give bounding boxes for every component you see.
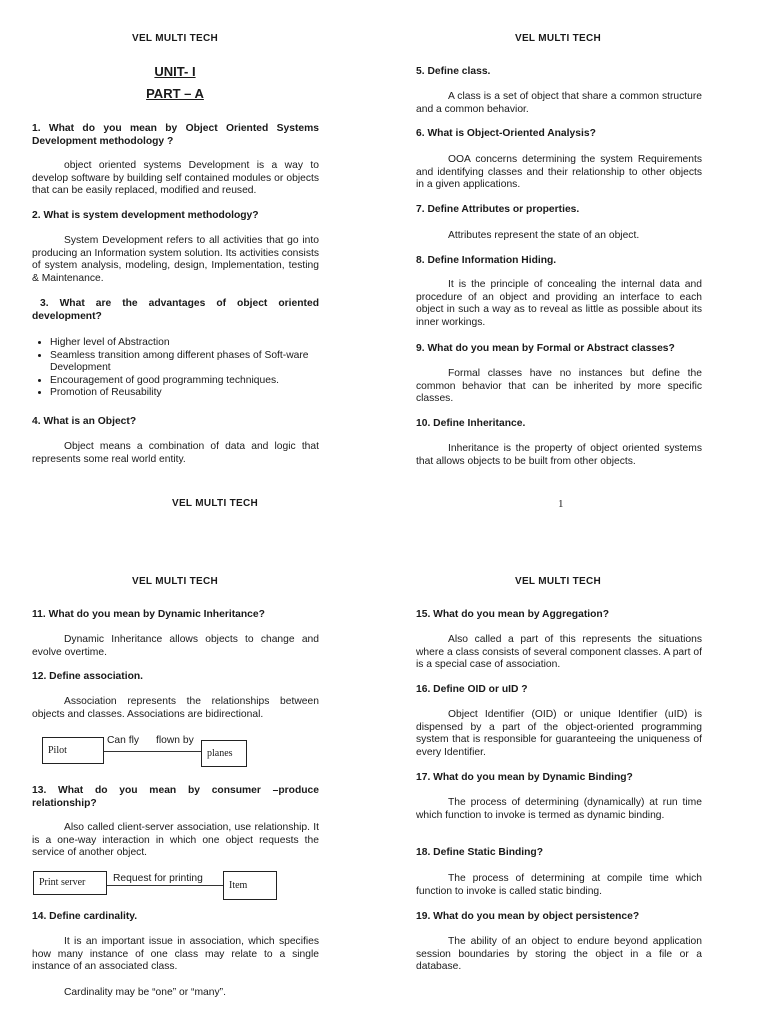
- question-8: 8. Define Information Hiding.: [416, 255, 557, 266]
- answer-13: Also called client-server association, use relationship. It is a one-way interaction in which one object requests the service of another object.: [32, 822, 319, 859]
- page-number: 1: [558, 498, 564, 510]
- answer-19: The ability of an object to endure beyond application session boundaries by storing the object in a file or a database.: [416, 936, 702, 973]
- question-18: 18. Define Static Binding?: [416, 847, 544, 858]
- association-label-can-fly: Can fly: [107, 735, 140, 746]
- question-13: 13. What do you mean by consumer –produce relationship?: [32, 785, 319, 809]
- page-header: VEL MULTI TECH: [514, 33, 602, 44]
- answer-17: The process of determining (dynamically) at run time which function to invoke is termed as dynamic binding.: [416, 797, 702, 821]
- question-12: 12. Define association.: [32, 671, 144, 682]
- question-15: 15. What do you mean by Aggregation?: [416, 609, 609, 620]
- question-11: 11. What do you mean by Dynamic Inheritance?: [32, 609, 265, 620]
- question-19: 19. What do you mean by object persistence?: [416, 911, 640, 922]
- question-1: 1. What do you mean by Object Oriented Systems Development methodology ?: [32, 123, 319, 147]
- page-header: VEL MULTI TECH: [514, 576, 602, 587]
- unit-title: UNIT- I: [154, 64, 196, 79]
- list-item: • Higher level of Abstraction: [50, 337, 334, 350]
- question-17: 17. What do you mean by Dynamic Binding?: [416, 772, 633, 783]
- answer-6: OOA concerns determining the system Requirements and identifying classes and their relationship to other objects in a given applications.: [416, 154, 702, 191]
- question-5: 5. Define class.: [416, 66, 491, 77]
- question-2: 2. What is system development methodology?: [32, 210, 259, 221]
- answer-2: System Development refers to all activities that go into producing an Information system solution. Its activities consists of system analysis, modeling, design, Implementation, testing & Maintenance.: [32, 235, 319, 284]
- list-item: • Promotion of Reusability: [50, 387, 334, 400]
- answer-18: The process of determining at compile time which function to invoke is called static binding.: [416, 873, 702, 897]
- answer-11: Dynamic Inheritance allows objects to change and evolve overtime.: [32, 634, 319, 658]
- question-14: 14. Define cardinality.: [32, 911, 138, 922]
- answer-14-note: Cardinality may be “one” or “many”.: [64, 987, 226, 998]
- question-3: 3. What are the advantages of object oriented development?: [32, 298, 319, 322]
- question-7: 7. Define Attributes or properties.: [416, 204, 580, 215]
- answer-4: Object means a combination of data and logic that represents some real world entity.: [32, 441, 319, 465]
- answer-14: It is an important issue in association, which specifies how many instance of one class may relate to a single instance of an associated class.: [32, 936, 319, 973]
- question-4: 4. What is an Object?: [32, 416, 137, 427]
- page-footer: VEL MULTI TECH: [171, 498, 259, 509]
- list-item: • Encouragement of good programming techniques.: [50, 375, 334, 388]
- answer-16: Object Identifier (OID) or unique Identifier (uID) is dispensed by a part of the object-oriented programming system that is responsible for guaranteeing the uniqueness of every Identifier.: [416, 709, 702, 758]
- answer-1: object oriented systems Development is a way to develop software by building self contained modules or objects that can be easily replaced, modified and reused.: [32, 160, 319, 197]
- answer-5: A class is a set of object that share a common structure and a common behavior.: [416, 91, 702, 115]
- pilot-class-box: Pilot: [42, 737, 104, 764]
- answer-12: Association represents the relationships between objects and classes. Associations are bidirectional.: [32, 696, 319, 720]
- answer-7: Attributes represent the state of an object.: [448, 230, 640, 241]
- answer-8: It is the principle of concealing the internal data and procedure of an object and providing an interface to each object in such a way as to reveal as little as possible about its inner workings.: [416, 279, 702, 328]
- list-item: • Seamless transition among different phases of Soft-ware Development: [50, 350, 334, 375]
- answer-10: Inheritance is the property of object oriented systems that allows objects to be built from other objects.: [416, 443, 702, 467]
- advantages-list: [34, 337, 334, 400]
- part-title: PART – A: [146, 86, 204, 101]
- question-9: 9. What do you mean by Formal or Abstract classes?: [416, 343, 675, 354]
- answer-15: Also called a part of this represents the situations where a class consists of several component classes. A part of is a special case of association.: [416, 634, 702, 671]
- question-10: 10. Define Inheritance.: [416, 418, 526, 429]
- question-16: 16. Define OID or uID ?: [416, 684, 528, 695]
- association-line: [104, 751, 201, 752]
- print-server-box: Print server: [33, 871, 107, 895]
- request-label: Request for printing: [113, 873, 203, 884]
- page-header: VEL MULTI TECH: [131, 576, 219, 587]
- planes-class-box: planes: [201, 740, 247, 767]
- item-box: Item: [223, 871, 277, 900]
- page-header: VEL MULTI TECH: [131, 33, 219, 44]
- question-6: 6. What is Object-Oriented Analysis?: [416, 128, 596, 139]
- answer-9: Formal classes have no instances but define the common behavior that can be inherited by more specific classes.: [416, 368, 702, 405]
- association-label-flown-by: flown by: [156, 735, 194, 746]
